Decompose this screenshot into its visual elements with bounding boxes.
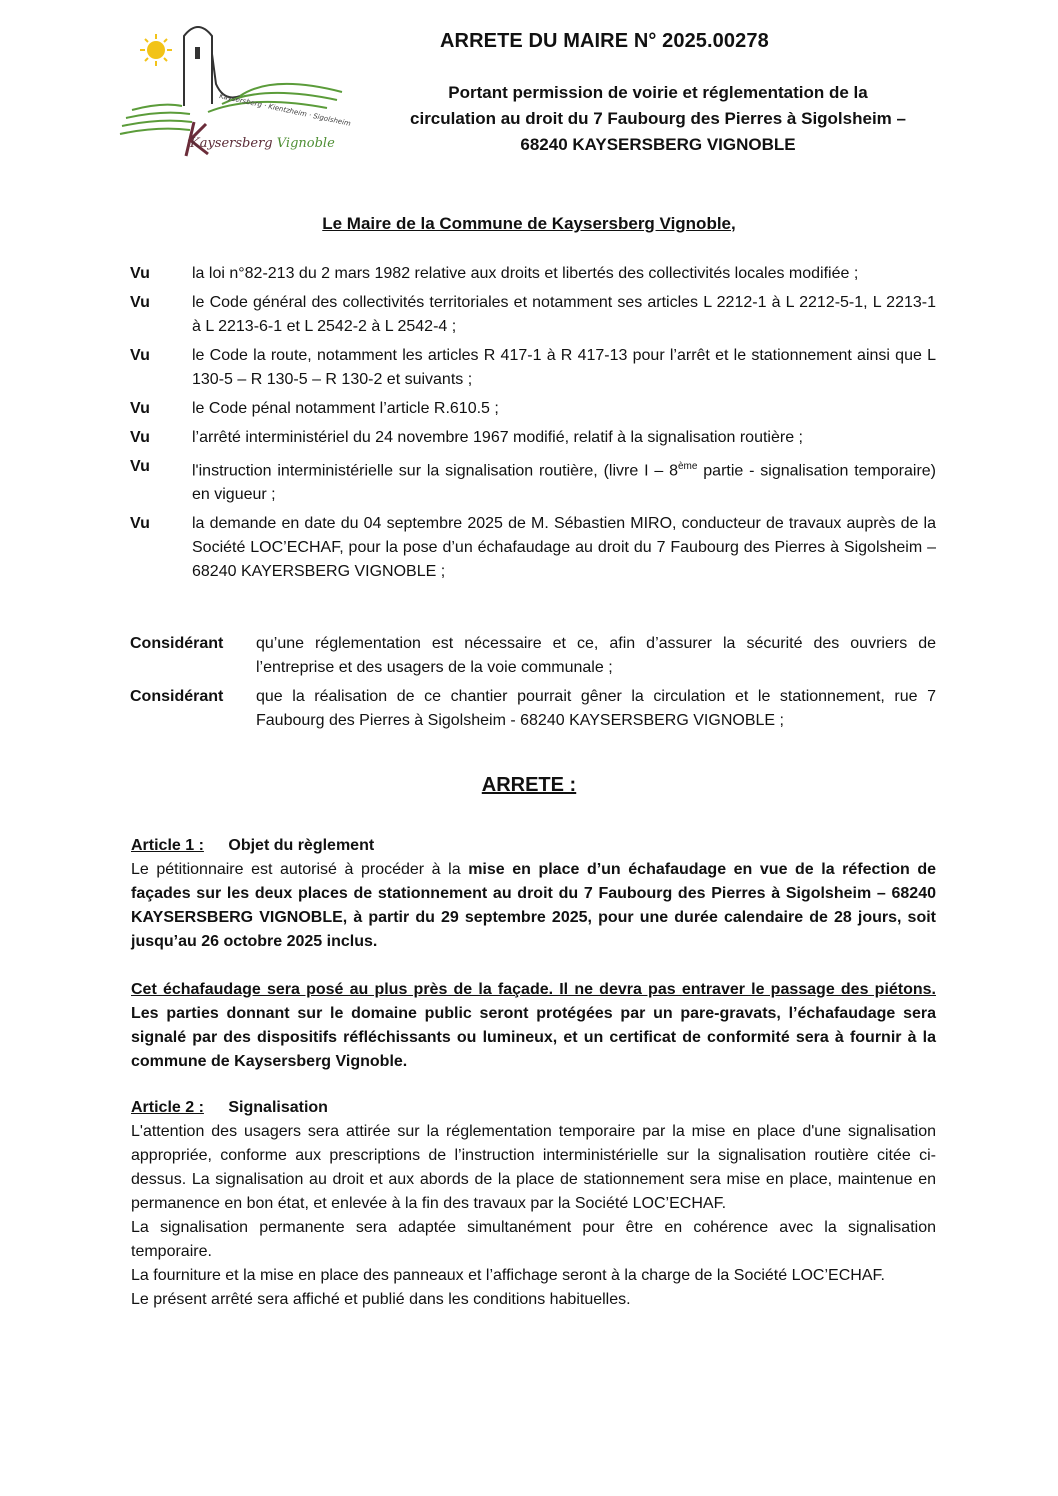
vu-text: l’arrêté interministériel du 24 novembre 1967 modifié, relatif à la signalisation routière ; [192, 429, 803, 446]
considerant-item [130, 685, 936, 733]
superscript: ème [677, 461, 698, 472]
considerant-item [130, 632, 936, 680]
vu-label: Vu [130, 347, 150, 364]
article-1 [131, 834, 936, 1074]
vu-item [130, 397, 936, 421]
considerant-list [130, 632, 936, 738]
vu-item [130, 512, 936, 584]
article-title: Objet du règlement [228, 837, 375, 854]
considerant-text: qu’une réglementation est nécessaire et ce, afin d’assurer la sécurité des ouvriers de l’entreprise et des usagers de la voie communale ; [256, 635, 936, 676]
vu-text-part: partie - signalisation temporaire) en vigueur ; [192, 462, 936, 504]
article-paragraph: La fourniture et la mise en place des panneaux et l’affichage seront à la charge de la Société LOC’ECHAF. [131, 1267, 885, 1284]
article-heading [131, 1096, 936, 1120]
vu-label: Vu [130, 294, 150, 311]
decree-subtitle [380, 80, 936, 158]
article-paragraph: L'attention des usagers sera attirée sur la réglementation temporaire par la mise en place d'une signalisation appropriée, conforme aux prescriptions de l’instruction interministérielle sur la signalisation routière citée ci-dessus. La signalisation au droit et aux abords de la place de stationnement sera mise en place, maintenue en permanence en bon état, et enlevée à la fin des travaux par la Société LOC’ECHAF. [131, 1123, 936, 1212]
vu-label: Vu [130, 515, 150, 533]
arrete-heading: ARRETE : [481, 774, 577, 796]
vu-list [130, 262, 936, 589]
vu-label: Vu [130, 429, 150, 446]
article-paragraph [131, 978, 936, 1074]
considerant-text: que la réalisation de ce chantier pourrait gêner la circulation et le stationnement, rue 7 Faubourg des Pierres à Sigolsheim - 68240 KAYSERSBERG VIGNOBLE ; [256, 688, 936, 729]
paragraph-underlined-text: Cet échafaudage sera posé au plus près de la façade. Il ne devra pas entraver le passage des piétons. [131, 981, 936, 998]
subtitle-line: 68240 KAYSERSBERG VIGNOBLE [520, 135, 796, 154]
vu-text: le Code général des collectivités territoriales et notamment ses articles L 2212-1 à L 2212-5-1, L 2213-1 à L 2213-6-1 et L 2542-2 à L 2542-4 ; [192, 294, 936, 335]
vu-text: la demande en date du 04 septembre 2025 de M. Sébastien MIRO, conducteur de travaux auprès de la Société LOC’ECHAF, pour la pose d’un échafaudage au droit du 7 Faubourg des Pierres à Sigolsheim – 68240 KAYERSBERG VIGNOBLE ; [192, 515, 936, 581]
article-number: Article 2 : [131, 1099, 204, 1116]
vu-label: Vu [130, 265, 150, 282]
vu-label: Vu [130, 458, 150, 475]
vu-item [130, 455, 936, 507]
logo-name-part1: Kaysersberg [190, 136, 273, 151]
vu-label: Vu [130, 400, 150, 417]
article-title: Signalisation [228, 1099, 328, 1116]
logo-name-part2: Vignoble [276, 136, 335, 151]
vu-item [130, 262, 936, 286]
vu-text: la loi n°82-213 du 2 mars 1982 relative aux droits et libertés des collectivités locales modifiée ; [192, 265, 859, 282]
considerant-label: Considérant [130, 635, 224, 652]
logo-subtitle: Kaysersberg · Kientzheim · Sigolsheim [218, 92, 352, 128]
paragraph-text: Le pétitionnaire est autorisé à procéder à la [131, 861, 469, 878]
considerant-label: Considérant [130, 688, 224, 705]
article-paragraph: Le présent arrêté sera affiché et publié dans les conditions habituelles. [131, 1291, 631, 1308]
commune-logo [112, 14, 362, 164]
logo-name [190, 136, 335, 151]
decree-title: ARRETE DU MAIRE N° 2025.00278 [440, 30, 769, 52]
paragraph-bold-text: mise en place d’un échafaudage en vue de la réfection de façades sur les deux places de stationnement au droit du 7 Faubourg des Pierres à Sigolsheim – 68240 KAYSERSBERG VIGNOBLE, à partir du 29 septembre 2025, pour une durée calendaire de 28 jours, soit jusqu’au 26 octobre 2025 inclus. [131, 861, 936, 950]
vu-text: le Code pénal notamment l’article R.610.5 ; [192, 400, 499, 417]
article-2 [131, 1096, 936, 1312]
vu-item [130, 344, 936, 392]
sun-icon [140, 34, 172, 66]
vineyard-icon [120, 84, 342, 134]
vu-text [192, 455, 936, 507]
article-heading [131, 834, 936, 858]
vu-text: le Code la route, notamment les articles R 417-1 à R 417-13 pour l’arrêt et le stationnement ainsi que L 130-5 – R 130-5 – R 130-2 et suivants ; [192, 347, 936, 388]
vu-item [130, 291, 936, 339]
article-paragraph: La signalisation permanente sera adaptée simultanément pour être en cohérence avec la signalisation temporaire. [131, 1219, 936, 1260]
mayor-heading: Le Maire de la Commune de Kaysersberg Vignoble, [322, 214, 736, 233]
paragraph-bold-text: Les parties donnant sur le domaine public seront protégées par un pare-gravats, l’échafaudage sera signalé par des dispositifs réfléchissants ou lumineux, et un certificat de conformité sera à fournir à la commune de Kaysersberg Vignoble. [131, 1005, 936, 1070]
vu-text-part: l'instruction interministérielle sur la signalisation routière, (livre I – 8 [192, 462, 678, 480]
vu-item [130, 426, 936, 450]
subtitle-line: Portant permission de voirie et réglementation de la [448, 83, 868, 102]
article-paragraph [131, 858, 936, 954]
subtitle-line: circulation au droit du 7 Faubourg des Pierres à Sigolsheim – [410, 109, 906, 128]
article-number: Article 1 : [131, 837, 204, 854]
